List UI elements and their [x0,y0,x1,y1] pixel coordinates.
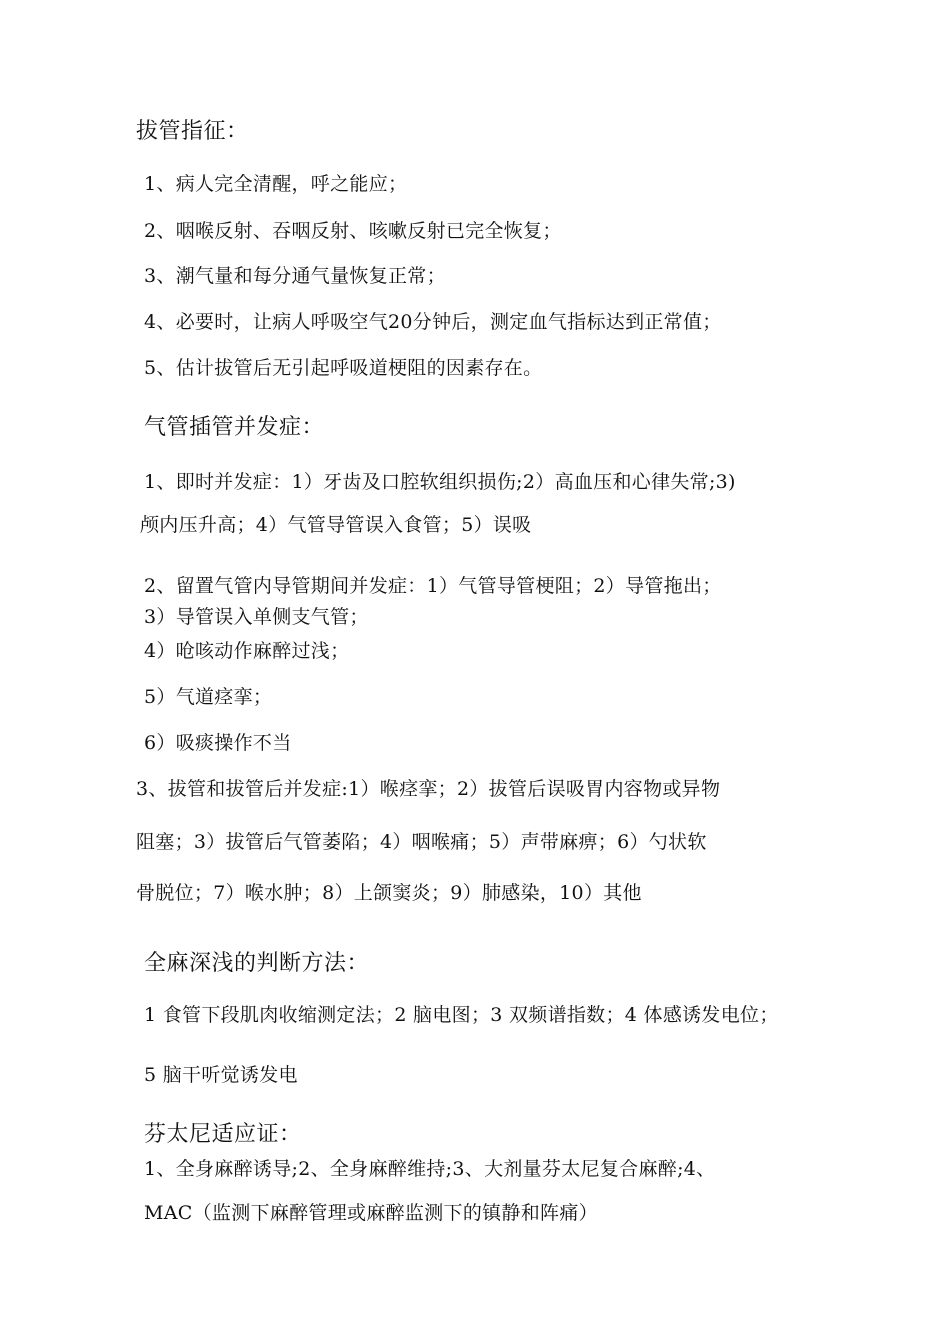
paragraph-line: 1、全身麻醉诱导;2、全身麻醉维持;3、大剂量芬太尼复合麻醉;4、 [144,1158,716,1180]
section-heading-intubation-complications: 气管插管并发症： [144,415,325,440]
paragraph-line: 1、即时并发症：1）牙齿及口腔软组织损伤;2）高血压和心律失常;3) [144,471,736,493]
paragraph-line: 4）呛咳动作麻醉过浅； [144,640,350,662]
paragraph-line: 2、留置气管内导管期间并发症：1）气管导管梗阻；2）导管拖出； [144,575,722,597]
paragraph-line: 1、病人完全清醒，呼之能应； [144,173,408,195]
paragraph-line: 3、潮气量和每分通气量恢复正常； [144,265,446,287]
paragraph-line: 4、必要时，让病人呼吸空气20分钟后，测定血气指标达到正常值； [144,311,722,333]
paragraph-line: 3、拔管和拔管后并发症:1）喉痉挛；2）拔管后误吸胃内容物或异物 [136,778,721,800]
paragraph-line: 6）吸痰操作不当 [144,732,292,754]
section-heading-fentanyl-indications: 芬太尼适应证： [144,1122,302,1147]
paragraph-line: 3）导管误入单侧支气管； [144,606,369,628]
paragraph-line: 5）气道痉挛； [144,686,273,708]
paragraph-line: 骨脱位；7）喉水肿；8）上颌窦炎；9）肺感染，10）其他 [136,882,642,904]
paragraph-line: 阻塞；3）拔管后气管萎陷；4）咽喉痛；5）声带麻痹；6）勺状软 [136,831,707,853]
section-heading-extubation-indications: 拔管指征： [136,119,249,144]
paragraph-line: MAC（监测下麻醉管理或麻醉监测下的镇静和阵痛） [144,1202,598,1224]
section-heading-anesthesia-depth: 全麻深浅的判断方法： [144,951,370,976]
paragraph-line: 1 食管下段肌肉收缩测定法；2 脑电图；3 双频谱指数；4 体感诱发电位； [144,1004,779,1026]
paragraph-line: 2、咽喉反射、吞咽反射、咳嗽反射已完全恢复； [144,220,562,242]
paragraph-line: 5 脑干听觉诱发电 [144,1064,298,1086]
paragraph-line: 颅内压升高；4）气管导管误入食管；5）误吸 [140,514,532,536]
paragraph-line: 5、估计拔管后无引起呼吸道梗阻的因素存在。 [144,357,543,379]
